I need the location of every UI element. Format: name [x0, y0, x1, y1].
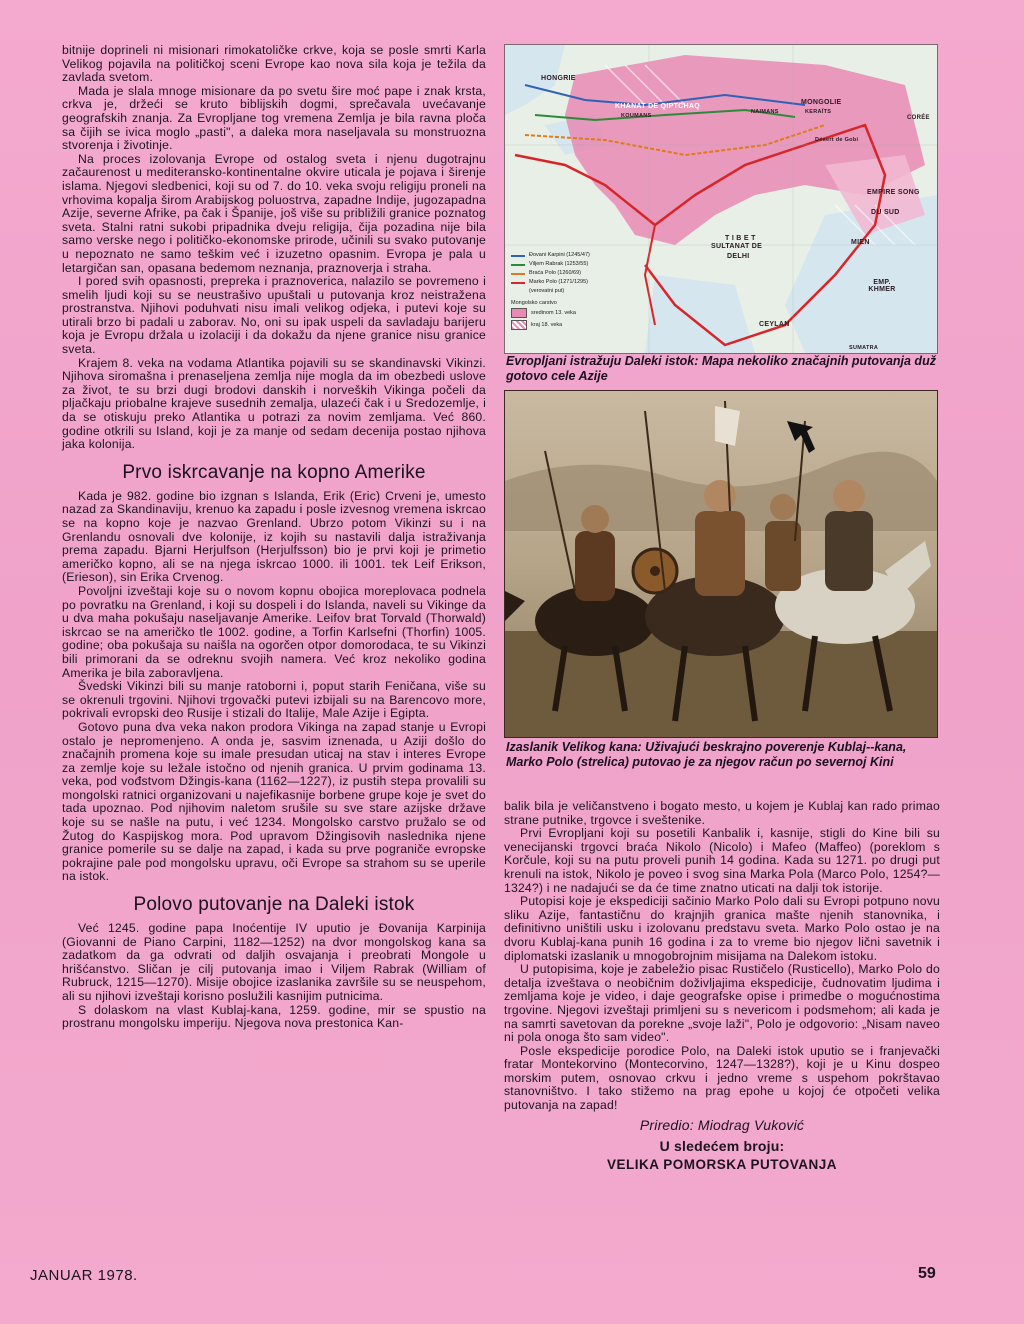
issue-date: JANUAR 1978. [30, 1267, 138, 1284]
paragraph: U putopisima, koje je zabeležio pisac Rustičelo (Rusticello), Marko Polo do detalja izveštava o neobičnim doživljajima ekspedicije, čudnovatim ljudima i zemljama koje je video, i daje geografske opise i primedbe o mogućnostima trgovine. Njegovi izveštaji primljeni su s nevericom i podsmehom; ali kada je na samrti savetovan da porekne „svoje laži", Polo je odgovorio: „Nisam naveo ni pola onoga što sam video". [504, 962, 940, 1045]
legend-item: Marko Polo (1271/1295) [529, 279, 589, 285]
paragraph: Povoljni izveštaji koje su o novom kopnu obojica moreplovaca podnela po povratku na Grenland, i koji su dospeli i do Islanda, naveli su Vikinge da u dva maha pokušaju naseljavanje Amerike. Leifov brat Torvald (Thorwald) iskrcao se na američko tle 1002. godine, a Torfin Karlsefni (Thorfin) 1005. godine; oba pokušaja su naišla na ogorčen otpor domorodaca, te su Vikinzi bili primorani da se odreknu svojih namera. Već kroz nekoliko godina Amerika je bila zaboravljena. [62, 583, 486, 680]
map-label: EMP. KHMER [868, 279, 896, 293]
paragraph: bitnije doprineli ni misionari rimokatoličke crkve, koja se posle smrti Karla Velikog pojavila na političkoj sceni Evrope kao nova sila koja je težila da zavlada svetom. [62, 43, 486, 85]
route-map [504, 44, 938, 354]
map-label: KHANAT DE QIPTCHAQ [615, 103, 700, 110]
right-column [504, 800, 940, 1171]
map-label: MONGOLIE [801, 99, 842, 106]
legend-item: Đovani Karpini (1245/47) [529, 252, 590, 258]
legend-swatch [511, 308, 527, 318]
paragraph: Mada je slala mnoge misionare da po svetu šire moć pape i znak krsta, crkva je, držeći se kruto biblijskih dogmi, sprečavala uvećavanje geografskih znanja. Za Evropljane tog vremena Zemlja je bila ravna ploča sa čijih se ivica moglo „pasti", a daleka mora naseljavala su monstruozna stvorenja i životinje. [62, 83, 486, 153]
map-label: DELHI [727, 253, 750, 260]
legend-title: Mongolsko carstvo [511, 300, 557, 306]
legend-swatch [511, 255, 525, 257]
map-label: SULTANAT DE [711, 243, 763, 250]
paragraph: Već 1245. godine papa Inoćentije IV uputio je Đovanija Karpinija (Giovanni de Piano Carpini, 1182—1252) na dvor mongolskog kana sa zadatkom da ga odvrati od daljih osvajanja i preobrati Mongole u hrišćanstvo. Sličan je cilj putovanja imao i Viljem Rabrak (William of Rubruck, 1215—1270). Misije obojice izaslanika završile su se neuspehom, ali su njihovi izveštaji korisno poslužili kasnijim putnicima. [62, 921, 486, 1003]
painting-illustration [504, 390, 938, 738]
legend-item: Braća Polo (1260/69) [529, 270, 581, 276]
next-issue-label: U sledećem broju: [659, 1138, 785, 1155]
legend-item: kraj 18. veka [531, 321, 563, 328]
section-heading: Polovo putovanje na Daleki istok [133, 894, 415, 916]
map-label: DU SUD [871, 209, 900, 216]
map-legend [511, 251, 621, 330]
paragraph: Na proces izolovanja Evrope od ostalog sveta i njenu dugotrajnu začaurenost u mediteransko-kontinentalne okvire uticala je pojava i širenje islama. Njegovi sledbenici, koji su od 7. do 10. veka svoju religiju proneli na vrhovima kopalja širom Arabijskog poluostrva, zapadne Indije, jugozapadna Azije, severne Afrike, pa čak i Španije, još više su približili granice poznatog sveta. Stalni ratni sukobi pripadnika dveju religija, čija pozadina nije bila samo verske nego i političko-ekonomske prirode, učinili su svako putovanje u nepoznato ne samo teškim već i izuzetno opasnim. Evropa je pala u letargičan san, opasana bedemom neznanja, praznoverja i straha. [62, 151, 486, 275]
map-label: SUMATRA [849, 345, 879, 351]
page-number: 59 [918, 1265, 936, 1282]
map-label: MIEN [851, 239, 870, 246]
paragraph: Švedski Vikinzi bili su manje ratoborni i, poput starih Feničana, više su se okrenuli trgovini. Njihovi trgovački putevi izbijali su na Barencovo more, pokrivali evropski deo Rusije i stizali do Italije, Male Azije i Egipta. [62, 679, 486, 721]
map-label: Désert de Gobi [815, 137, 859, 143]
paragraph: Krajem 8. veka na vodama Atlantika pojavili su se skandinavski Vikinzi. Njihova siromašna i prenaseljena zemlja nije mogla da im obezbedi uslove za život, te su brzi dugi brodovi danskih i norveških Vikinga počeli da pljačkaju priobalne krajeve susednih zemalja, ulazeći čak i u Sredozemlje, i da se otiskuju preko Atlantika u potrazi za novim zemljama. Već 860. godine otkrili su Island, koji je za manje od sedam decenija postao njihova jaka kolonija. [62, 355, 486, 452]
left-column [62, 44, 486, 1031]
map-label: HONGRIE [541, 75, 576, 82]
painting-caption: Izaslanik Velikog kana: Uživajući beskrajno poverenje Kublaj--kana, Marko Polo (strelica) putovao je za njegov račun po severnoj Kini [506, 740, 907, 769]
paragraph: S dolaskom na vlast Kublaj-kana, 1259. godine, mir se spustio na prostranu mongolsku imperiju. Njegova nova prestonica Kan- [62, 1002, 486, 1031]
paragraph: I pored svih opasnosti, prepreka i praznoverica, nalazilo se povremeno i smelih ljudi koji su se neustrašivo upuštali u putovanja kroz neistražena prostranstva. Njihovi poduhvati nisu imali velikog odjeka, i putevi koje su utirali brzo bi padali u zaborav. No, oni su ipak uspeli da savladaju barijeru koja je Evropu držala u izolaciji i da dokažu da njene granice nisu granice sveta. [62, 274, 486, 357]
legend-item: (verovatni put) [529, 288, 565, 294]
map-label: CEYLAN [759, 321, 790, 328]
paragraph: balik bila je veličanstveno i bogato mesto, u kojem je Kublaj kan rado primao strane putnike, trgovce i sveštenike. [504, 799, 940, 827]
legend-swatch [511, 282, 525, 284]
map-label: EMPIRE SONG [867, 189, 920, 196]
legend-swatch [511, 320, 527, 330]
paragraph: Kada je 982. godine bio izgnan s Islanda, Erik (Eric) Crveni je, umesto nazad za Skandinaviju, krenuo ka zapadu i posle izvesnog vremena iskrcao se na kopno koje je nazvao Grenland. Ubrzo potom Vikinzi su i na Grenlandu osnovali dve kolonije, iz kojih su nastavili dalja istraživanja prema zapadu. Bjarni Herjulfson (Herjulfsson) bio je prvi koji je primetio američko kopno, ali se na njega iskrcao 1000. ili 1001. tek Leif Erikson, (Erieson), sin Erika Crvenog. [62, 488, 486, 585]
next-issue-title: VELIKA POMORSKA PUTOVANJA [606, 1156, 838, 1172]
map-label: CORÉE [907, 115, 930, 121]
author-credit: Priredio: Miodrag Vuković [639, 1116, 805, 1133]
map-label: T I B E T [725, 235, 756, 242]
section-heading: Prvo iskrcavanje na kopno Amerike [122, 461, 426, 483]
legend-item: Viljem Rabrak (1253/55) [529, 261, 589, 267]
painting-graphic [505, 391, 937, 737]
legend-swatch [511, 264, 525, 266]
paragraph: Posle ekspedicije porodice Polo, na Daleki istok uputio se i franjevački fratar Montekorvino (Montecorvino, 1247—1328?), koji je u Kinu dospeo morskim putem, osnovao crkvu i jedno vreme s uspehom pokrštavao stanovništvo. I tako stižemo na prag epohe u kojoj će otpočeti velika putovanja na zapad! [504, 1043, 940, 1113]
legend-item: sredinom 13. veka [531, 309, 576, 316]
legend-swatch [511, 273, 525, 275]
map-caption: Evropljani istražuju Daleki istok: Mapa nekoliko značajnih putovanja duž gotovo cele Azije [506, 354, 936, 383]
map-label: NAIMANS [751, 109, 779, 115]
paragraph: Putopisi koje je ekspediciji sačinio Marko Polo dali su Evropi potpuno novu sliku Azije, fantastičnu do krajnjih granica mašte njenih stanovnika, i definitivno uništili usku i izolovanu predstavu sveta. Marko Polo ostao je na dvoru Kublaj-kana punih 16 godina i za to vreme bio njegov lični savetnik i diplomatski izaslanik u mnogobrojnim misijama na Dalekom istoku. [504, 894, 940, 963]
map-label: KOUMANS [621, 113, 652, 119]
paragraph: Prvi Evropljani koji su posetili Kanbalik i, kasnije, stigli do Kine bili su venecijanski trgovci braća Nikolo (Nicolo) i Mafeo (Maffeo) (poreklom s Korčule, koji su na putu proveli punih 14 godina. Kada su 1271. po drugi put krenuli na istok, Nikolo je poveo i svog sina Marka Pola (Marco Polo, 1254?—1324?) i ne nadajući se da će time znatno uticati na dalji tok istorije. [504, 826, 940, 895]
map-label: KERAÏTS [805, 109, 832, 115]
paragraph: Gotovo puna dva veka nakon prodora Vikinga na zapad stanje u Evropi ostalo je nepromenjeno. A onda je, sasvim iznenada, u Aziji došlo do značajnih promena koje su imale presudan uticaj na stav i interes Evrope za zemlje koje su ležale istočno od njenih granica. U prvim godinama 13. veka, pod vođstvom Džingis-kana (1162—1227), iz pustih stepa provalili su mongolski ratnici organizovani u najefikasnije borbene grupe koje je svet do tada upoznao. Pod njihovim naletom srušile su sve stare azijske države koje su se našle na putu, i već 1234. Mongolsko carstvo pružalo se od Žutog do Kaspijskog mora. Pod upravom Džingisovih naslednika njene granice pomerile su se dalje na zapad, i kada su prve pograniče evropske pokrajine pale pod mongolsku upravu, oči Evrope sa strahom su se uperile na istok. [62, 719, 486, 884]
